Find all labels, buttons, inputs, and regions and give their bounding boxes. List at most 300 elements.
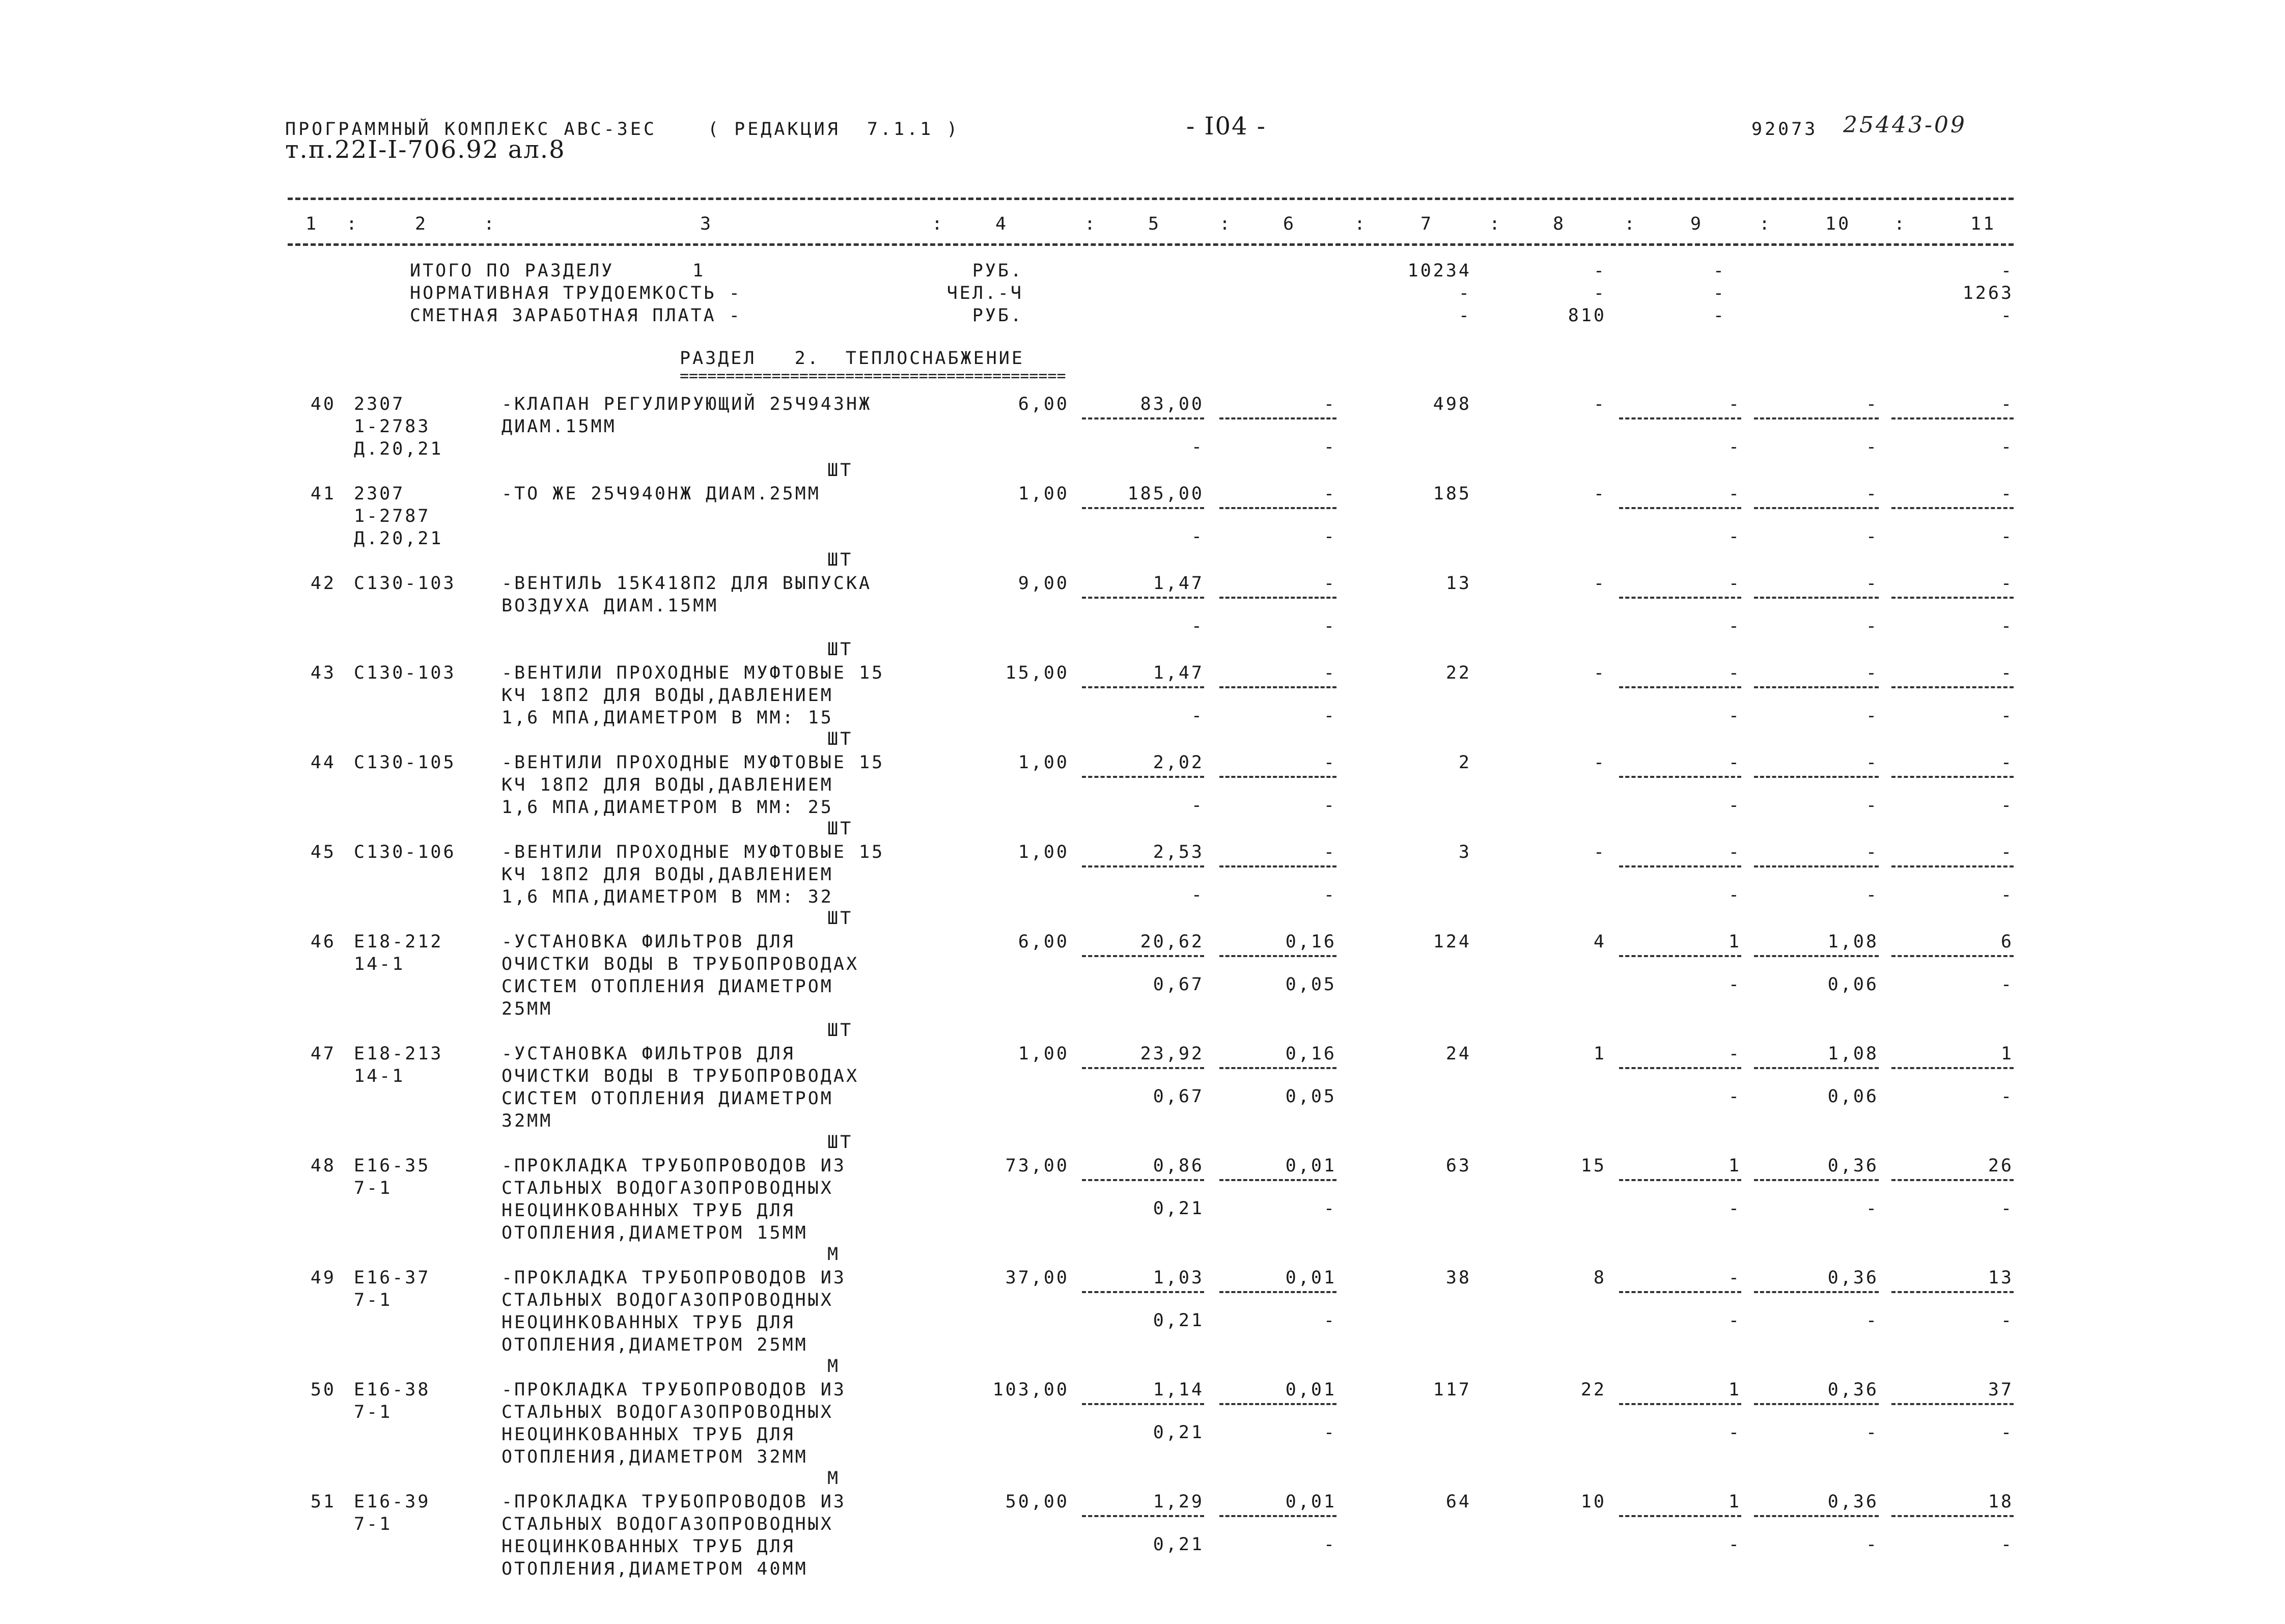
row-c4: 1,00 [1018, 1044, 1069, 1064]
row-unit: ШТ [827, 460, 853, 481]
column-separator: : [932, 214, 945, 234]
subtotal-divider [1891, 955, 2014, 957]
totals-label: СМЕТНАЯ ЗАРАБОТНАЯ ПЛАТА - [410, 305, 742, 326]
subtotal-divider [1219, 686, 1336, 688]
subtotal-divider [1891, 417, 2014, 419]
row-description: -ПРОКЛАДКА ТРУБОПРОВОДОВ ИЗ [501, 1268, 846, 1288]
row-c10-sub: 0,06 [1827, 1086, 1879, 1107]
row-code: С130-103 [354, 663, 456, 683]
row-code: Е16-37 [354, 1268, 431, 1288]
row-c7: 13 [1445, 573, 1471, 594]
totals-unit: РУБ. [972, 261, 1023, 281]
row-description: 25ММ [501, 999, 553, 1019]
subtotal-divider [1619, 955, 1741, 957]
subtotal-divider [1082, 1291, 1204, 1293]
row-c4: 37,00 [1005, 1268, 1069, 1288]
row-c11: - [2000, 842, 2014, 862]
totals-col-8: - [1593, 261, 1606, 281]
row-description: -ПРОКЛАДКА ТРУБОПРОВОДОВ ИЗ [501, 1492, 846, 1512]
row-number: 42 [310, 573, 336, 594]
row-description: ОТОПЛЕНИЯ,ДИАМЕТРОМ 40ММ [501, 1559, 808, 1579]
row-description: ОЧИСТКИ ВОДЫ В ТРУБОПРОВОДАХ [501, 1066, 859, 1086]
subtotal-divider [1219, 597, 1336, 599]
column-separator: : [1624, 214, 1637, 234]
page-number: - I04 - [1186, 112, 1266, 141]
row-c4: 50,00 [1005, 1492, 1069, 1512]
totals-col-7: - [1458, 305, 1471, 326]
row-c10-sub: 0,06 [1827, 974, 1879, 995]
row-c9-sub: - [1728, 437, 1741, 457]
row-c6: 0,01 [1285, 1268, 1336, 1288]
column-number-5: 5 [1148, 214, 1161, 234]
table-top-rule [288, 198, 2014, 200]
row-c9-sub: - [1728, 885, 1741, 905]
row-description: КЧ 18П2 ДЛЯ ВОДЫ,ДАВЛЕНИЕМ [501, 775, 833, 795]
row-description: ОТОПЛЕНИЯ,ДИАМЕТРОМ 25ММ [501, 1335, 808, 1355]
row-c5-sub: 0,21 [1153, 1198, 1204, 1219]
totals-col-9: - [1713, 261, 1726, 281]
subtotal-divider [1891, 1067, 2014, 1069]
row-c6-sub: 0,05 [1285, 1086, 1336, 1107]
column-separator: : [1894, 214, 1907, 234]
row-c8: 22 [1580, 1380, 1606, 1400]
row-c9-sub: - [1728, 1198, 1741, 1219]
subtotal-divider [1891, 597, 2014, 599]
row-c6: - [1323, 663, 1336, 683]
row-description: ОТОПЛЕНИЯ,ДИАМЕТРОМ 15ММ [501, 1223, 808, 1243]
row-c6: - [1323, 752, 1336, 773]
row-c11-sub: - [2000, 616, 2014, 636]
subtotal-divider [1219, 776, 1336, 778]
row-c10: - [1865, 842, 1879, 862]
row-number: 48 [310, 1156, 336, 1176]
row-c8: - [1593, 663, 1606, 683]
subtotal-divider [1082, 686, 1204, 688]
row-c9: - [1728, 394, 1741, 414]
row-c8: 1 [1593, 1044, 1606, 1064]
row-c9-sub: - [1728, 1422, 1741, 1443]
row-c5: 2,53 [1153, 842, 1204, 862]
subtotal-divider [1891, 776, 2014, 778]
subtotal-divider [1619, 1067, 1741, 1069]
row-unit: ШТ [827, 819, 853, 839]
row-c9-sub: - [1728, 526, 1741, 547]
column-separator: : [1219, 214, 1233, 234]
column-number-10: 10 [1825, 214, 1851, 234]
row-c4: 73,00 [1005, 1156, 1069, 1176]
row-c9: - [1728, 842, 1741, 862]
subtotal-divider [1219, 865, 1336, 867]
row-c5: 20,62 [1140, 932, 1204, 952]
row-description: НЕОЦИНКОВАННЫХ ТРУБ ДЛЯ [501, 1424, 795, 1445]
row-c7: 24 [1445, 1044, 1471, 1064]
subtotal-divider [1754, 955, 1879, 957]
row-number: 49 [310, 1268, 336, 1288]
row-c5: 1,14 [1153, 1380, 1204, 1400]
column-separator: : [1084, 214, 1098, 234]
header-bottom-rule [288, 243, 2014, 246]
column-number-1: 1 [305, 214, 319, 234]
totals-col-11: - [2000, 305, 2014, 326]
row-c11-sub: - [2000, 1086, 2014, 1107]
row-c7: 22 [1445, 663, 1471, 683]
row-c11-sub: - [2000, 526, 2014, 547]
subtotal-divider [1082, 1403, 1204, 1405]
row-unit: ШТ [827, 729, 853, 749]
subtotal-divider [1082, 1179, 1204, 1181]
row-unit: ШТ [827, 908, 853, 929]
row-c10: 1,08 [1827, 1044, 1879, 1064]
handwritten-code: 25443-09 [1843, 112, 1967, 138]
column-separator: : [1759, 214, 1772, 234]
subtotal-divider [1619, 1403, 1741, 1405]
row-description: -ВЕНТИЛИ ПРОХОДНЫЕ МУФТОВЫЕ 15 [501, 663, 885, 683]
subtotal-divider [1219, 507, 1336, 509]
row-c10: 0,36 [1827, 1492, 1879, 1512]
row-c6-sub: - [1323, 706, 1336, 726]
subtotal-divider [1082, 865, 1204, 867]
row-c9: - [1728, 484, 1741, 504]
subtotal-divider [1754, 507, 1879, 509]
totals-section-number: 1 [692, 261, 706, 281]
row-c11: - [2000, 394, 2014, 414]
row-c10-sub: - [1865, 885, 1879, 905]
row-c11: - [2000, 663, 2014, 683]
row-c7: 117 [1433, 1380, 1471, 1400]
row-c9-sub: - [1728, 795, 1741, 816]
row-c7: 2 [1458, 752, 1471, 773]
row-unit: М [827, 1356, 841, 1377]
row-code: 7-1 [354, 1178, 393, 1198]
row-c11-sub: - [2000, 1534, 2014, 1555]
row-description: 1,6 МПА,ДИАМЕТРОМ В ММ: 25 [501, 797, 833, 818]
row-c5-sub: - [1191, 616, 1204, 636]
subtotal-divider [1219, 1179, 1336, 1181]
row-c10-sub: - [1865, 1534, 1879, 1555]
row-code: С130-105 [354, 752, 456, 773]
row-code: 7-1 [354, 1290, 393, 1310]
row-c8: - [1593, 752, 1606, 773]
subtotal-divider [1619, 1291, 1741, 1293]
column-number-7: 7 [1420, 214, 1434, 234]
row-c6: 0,01 [1285, 1156, 1336, 1176]
row-c9: - [1728, 1044, 1741, 1064]
row-c6: 0,16 [1285, 932, 1336, 952]
column-number-11: 11 [1970, 214, 1996, 234]
column-separator: : [1354, 214, 1368, 234]
row-c5-sub: 0,21 [1153, 1422, 1204, 1443]
row-c4: 15,00 [1005, 663, 1069, 683]
row-c4: 6,00 [1018, 932, 1069, 952]
row-c5-sub: 0,67 [1153, 1086, 1204, 1107]
row-unit: ШТ [827, 1020, 853, 1041]
row-c9-sub: - [1728, 1086, 1741, 1107]
row-c11-sub: - [2000, 437, 2014, 457]
row-description: СТАЛЬНЫХ ВОДОГАЗОПРОВОДНЫХ [501, 1402, 833, 1422]
row-unit: М [827, 1468, 841, 1489]
row-code: Е18-213 [354, 1044, 443, 1064]
row-code: 2307 [354, 484, 405, 504]
column-separator: : [1489, 214, 1502, 234]
row-description: СТАЛЬНЫХ ВОДОГАЗОПРОВОДНЫХ [501, 1290, 833, 1310]
row-c11: 18 [1988, 1492, 2014, 1512]
row-c10: 0,36 [1827, 1156, 1879, 1176]
row-c11-sub: - [2000, 974, 2014, 995]
row-c11: - [2000, 484, 2014, 504]
row-description: ОЧИСТКИ ВОДЫ В ТРУБОПРОВОДАХ [501, 954, 859, 974]
subtotal-divider [1891, 1291, 2014, 1293]
row-c9: - [1728, 1268, 1741, 1288]
row-c5-sub: 0,21 [1153, 1534, 1204, 1555]
subtotal-divider [1891, 507, 2014, 509]
subtotal-divider [1619, 686, 1741, 688]
subtotal-divider [1619, 1179, 1741, 1181]
row-code: Е18-212 [354, 932, 443, 952]
doc-reference: т.п.22I-I-706.92 ал.8 [285, 135, 566, 164]
row-c11-sub: - [2000, 795, 2014, 816]
row-c5: 23,92 [1140, 1044, 1204, 1064]
column-separator: : [484, 214, 497, 234]
row-description: -КЛАПАН РЕГУЛИРУЮЩИЙ 25Ч943НЖ [501, 394, 872, 414]
row-c6: 0,01 [1285, 1492, 1336, 1512]
row-c9-sub: - [1728, 616, 1741, 636]
row-unit: М [827, 1244, 841, 1265]
row-c11: 1 [2000, 1044, 2014, 1064]
row-c9-sub: - [1728, 974, 1741, 995]
row-description: КЧ 18П2 ДЛЯ ВОДЫ,ДАВЛЕНИЕМ [501, 864, 833, 885]
row-c10: 0,36 [1827, 1268, 1879, 1288]
row-c6-sub: - [1323, 885, 1336, 905]
row-c11: 26 [1988, 1156, 2014, 1176]
subtotal-divider [1891, 1515, 2014, 1517]
row-c10-sub: - [1865, 526, 1879, 547]
row-c6: - [1323, 484, 1336, 504]
row-c11-sub: - [2000, 885, 2014, 905]
row-c6: 0,16 [1285, 1044, 1336, 1064]
row-c4: 1,00 [1018, 484, 1069, 504]
row-c4: 1,00 [1018, 752, 1069, 773]
row-code: 14-1 [354, 954, 405, 974]
row-description: -ВЕНТИЛИ ПРОХОДНЫЕ МУФТОВЫЕ 15 [501, 842, 885, 862]
row-number: 51 [310, 1492, 336, 1512]
row-description: -УСТАНОВКА ФИЛЬТРОВ ДЛЯ [501, 1044, 795, 1064]
subtotal-divider [1754, 1403, 1879, 1405]
subtotal-divider [1082, 507, 1204, 509]
row-c9-sub: - [1728, 1310, 1741, 1331]
subtotal-divider [1619, 865, 1741, 867]
column-number-9: 9 [1690, 214, 1704, 234]
row-description: СТАЛЬНЫХ ВОДОГАЗОПРОВОДНЫХ [501, 1178, 833, 1198]
row-c9: - [1728, 752, 1741, 773]
row-c6-sub: - [1323, 1310, 1336, 1331]
subtotal-divider [1082, 417, 1204, 419]
row-c6: 0,01 [1285, 1380, 1336, 1400]
row-description: 1,6 МПА,ДИАМЕТРОМ В ММ: 15 [501, 708, 833, 728]
row-description: НЕОЦИНКОВАННЫХ ТРУБ ДЛЯ [501, 1312, 795, 1333]
row-code: Е16-35 [354, 1156, 431, 1176]
totals-col-7: - [1458, 283, 1471, 303]
subtotal-divider [1082, 776, 1204, 778]
totals-unit: РУБ. [972, 305, 1023, 326]
row-c8: - [1593, 842, 1606, 862]
row-c9-sub: - [1728, 1534, 1741, 1555]
row-description: ДИАМ.15ММ [501, 416, 617, 437]
row-c5-sub: 0,21 [1153, 1310, 1204, 1331]
subtotal-divider [1219, 955, 1336, 957]
subtotal-divider [1754, 1179, 1879, 1181]
column-number-3: 3 [700, 214, 713, 234]
column-separator: : [346, 214, 359, 234]
row-c4: 9,00 [1018, 573, 1069, 594]
row-c10: - [1865, 573, 1879, 594]
document-code: 92073 [1751, 119, 1818, 139]
row-unit: ШТ [827, 639, 853, 660]
totals-label: ИТОГО ПО РАЗДЕЛУ [410, 261, 615, 281]
row-c8: - [1593, 484, 1606, 504]
row-description: -ПРОКЛАДКА ТРУБОПРОВОДОВ ИЗ [501, 1380, 846, 1400]
row-c7: 64 [1445, 1492, 1471, 1512]
row-c11: 37 [1988, 1380, 2014, 1400]
subtotal-divider [1754, 1067, 1879, 1069]
row-c10-sub: - [1865, 1310, 1879, 1331]
subtotal-divider [1754, 686, 1879, 688]
row-c5: 2,02 [1153, 752, 1204, 773]
subtotal-divider [1891, 1403, 2014, 1405]
row-c11: - [2000, 752, 2014, 773]
row-c9: 1 [1728, 1380, 1741, 1400]
row-c11: 13 [1988, 1268, 2014, 1288]
subtotal-divider [1219, 1291, 1336, 1293]
row-description: -ВЕНТИЛЬ 15К418П2 ДЛЯ ВЫПУСКА [501, 573, 872, 594]
totals-col-8: - [1593, 283, 1606, 303]
row-c9: 1 [1728, 1492, 1741, 1512]
row-c8: 4 [1593, 932, 1606, 952]
row-description: -ПРОКЛАДКА ТРУБОПРОВОДОВ ИЗ [501, 1156, 846, 1176]
row-c5-sub: - [1191, 526, 1204, 547]
row-code: 1-2787 [354, 506, 431, 526]
row-c6: - [1323, 573, 1336, 594]
row-code: 2307 [354, 394, 405, 414]
section-title: РАЗДЕЛ 2. ТЕПЛОСНАБЖЕНИЕ [680, 348, 1024, 369]
row-c4: 103,00 [992, 1380, 1069, 1400]
row-c6-sub: - [1323, 1422, 1336, 1443]
subtotal-divider [1219, 1403, 1336, 1405]
row-code: Д.20,21 [354, 528, 443, 549]
edition-label: ( РЕДАКЦИЯ 7.1.1 ) [708, 119, 960, 139]
row-number: 50 [310, 1380, 336, 1400]
row-c7: 63 [1445, 1156, 1471, 1176]
row-description: НЕОЦИНКОВАННЫХ ТРУБ ДЛЯ [501, 1200, 795, 1221]
row-description: ОТОПЛЕНИЯ,ДИАМЕТРОМ 32ММ [501, 1447, 808, 1467]
row-c6-sub: - [1323, 1534, 1336, 1555]
row-c6-sub: - [1323, 1198, 1336, 1219]
row-c10-sub: - [1865, 1422, 1879, 1443]
row-code: Д.20,21 [354, 439, 443, 459]
row-code: 7-1 [354, 1402, 393, 1422]
column-number-4: 4 [995, 214, 1009, 234]
row-c5: 1,47 [1153, 573, 1204, 594]
row-c6-sub: - [1323, 526, 1336, 547]
row-c10-sub: - [1865, 1198, 1879, 1219]
row-number: 44 [310, 752, 336, 773]
row-c10-sub: - [1865, 616, 1879, 636]
subtotal-divider [1219, 1515, 1336, 1517]
row-c8: - [1593, 394, 1606, 414]
row-c6-sub: - [1323, 437, 1336, 457]
subtotal-divider [1619, 597, 1741, 599]
row-code: Е16-38 [354, 1380, 431, 1400]
totals-col-7: 10234 [1407, 261, 1471, 281]
row-c6-sub: - [1323, 616, 1336, 636]
subtotal-divider [1754, 1291, 1879, 1293]
row-code: 1-2783 [354, 416, 431, 437]
row-c5-sub: - [1191, 885, 1204, 905]
row-c5: 1,29 [1153, 1492, 1204, 1512]
row-c5-sub: 0,67 [1153, 974, 1204, 995]
row-c9: - [1728, 573, 1741, 594]
row-code: Е16-39 [354, 1492, 431, 1512]
row-c10: 1,08 [1827, 932, 1879, 952]
row-c10-sub: - [1865, 795, 1879, 816]
row-number: 45 [310, 842, 336, 862]
row-description: 32ММ [501, 1111, 553, 1131]
row-description: СИСТЕМ ОТОПЛЕНИЯ ДИАМЕТРОМ [501, 976, 833, 997]
row-c8: 10 [1580, 1492, 1606, 1512]
row-c11-sub: - [2000, 706, 2014, 726]
section-underline: ========================================== [680, 367, 1066, 385]
row-c5-sub: - [1191, 706, 1204, 726]
row-c8: 15 [1580, 1156, 1606, 1176]
row-c8: - [1593, 573, 1606, 594]
row-description: -ТО ЖЕ 25Ч940НЖ ДИАМ.25ММ [501, 484, 821, 504]
row-number: 43 [310, 663, 336, 683]
row-c5-sub: - [1191, 795, 1204, 816]
row-c7: 3 [1458, 842, 1471, 862]
column-number-2: 2 [415, 214, 428, 234]
row-c11-sub: - [2000, 1198, 2014, 1219]
row-c5: 1,03 [1153, 1268, 1204, 1288]
totals-col-8: 810 [1568, 305, 1606, 326]
subtotal-divider [1219, 417, 1336, 419]
subtotal-divider [1754, 865, 1879, 867]
row-code: 7-1 [354, 1514, 393, 1534]
subtotal-divider [1619, 1515, 1741, 1517]
row-c9-sub: - [1728, 706, 1741, 726]
subtotal-divider [1754, 1515, 1879, 1517]
subtotal-divider [1219, 1067, 1336, 1069]
row-c5: 1,47 [1153, 663, 1204, 683]
row-c9: 1 [1728, 932, 1741, 952]
subtotal-divider [1619, 417, 1741, 419]
row-c10-sub: - [1865, 437, 1879, 457]
row-c10-sub: - [1865, 706, 1879, 726]
totals-col-11: - [2000, 261, 2014, 281]
row-unit: ШТ [827, 1132, 853, 1153]
row-c7: 38 [1445, 1268, 1471, 1288]
row-c6: - [1323, 842, 1336, 862]
subtotal-divider [1754, 597, 1879, 599]
totals-unit: ЧЕЛ.-Ч [946, 283, 1023, 303]
row-c7: 124 [1433, 932, 1471, 952]
totals-label: НОРМАТИВНАЯ ТРУДОЕМКОСТЬ - [410, 283, 742, 303]
row-description: ВОЗДУХА ДИАМ.15ММ [501, 596, 719, 616]
row-c6-sub: - [1323, 795, 1336, 816]
subtotal-divider [1082, 1515, 1204, 1517]
totals-col-11: 1263 [1962, 283, 2014, 303]
row-c7: 498 [1433, 394, 1471, 414]
row-number: 47 [310, 1044, 336, 1064]
subtotal-divider [1891, 865, 2014, 867]
